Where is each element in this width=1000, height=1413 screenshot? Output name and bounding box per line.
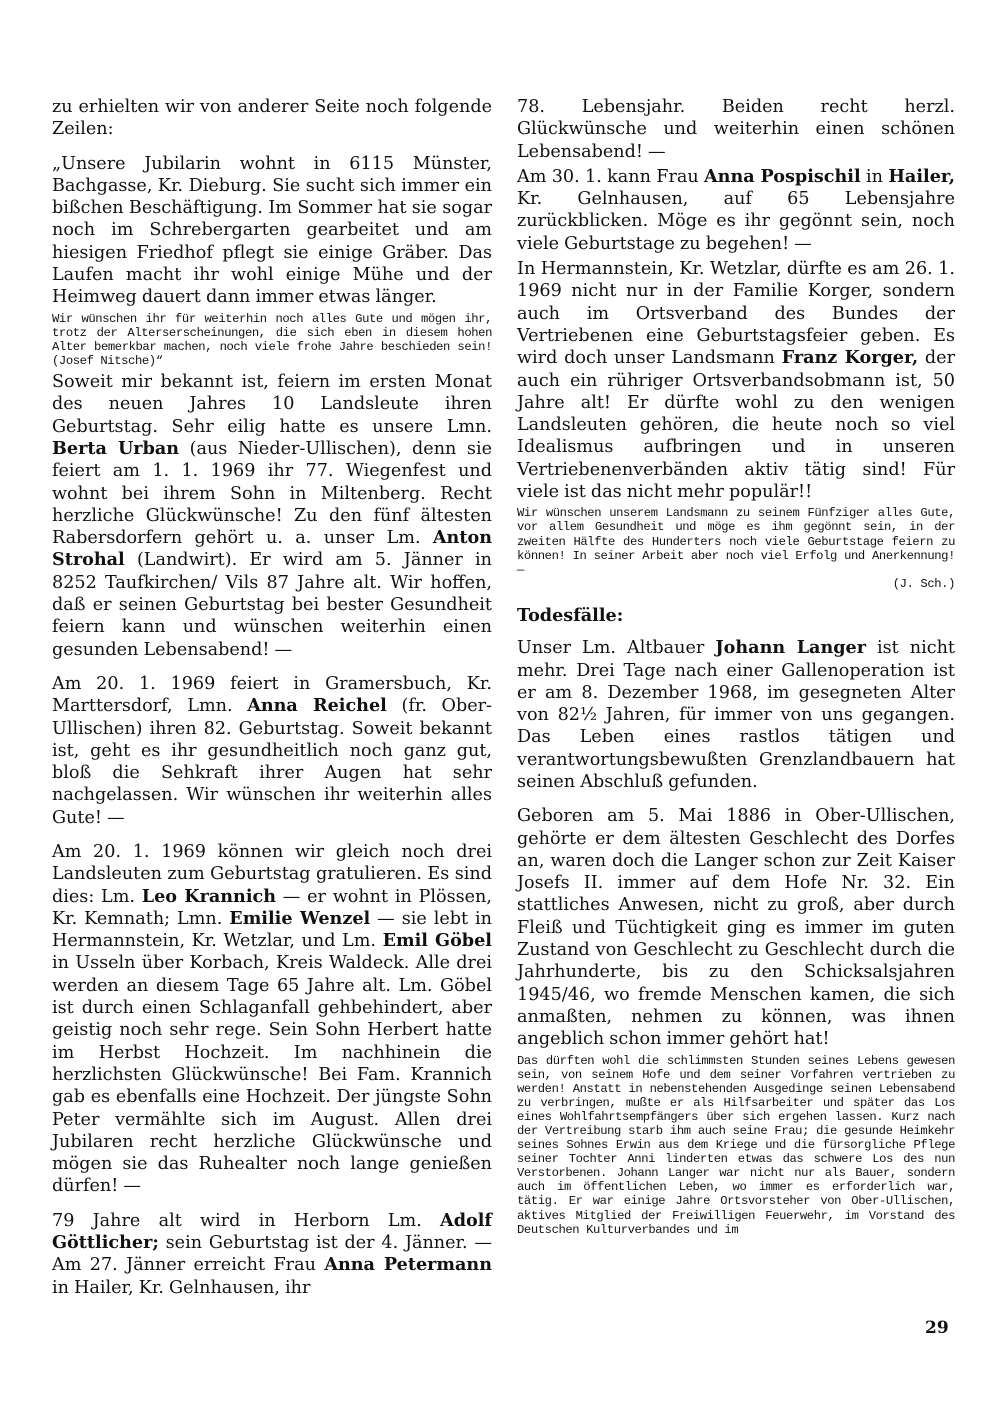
person-name: Adolf Göttlicher; [52,1209,492,1254]
person-name: Anna Petermann [324,1254,493,1276]
person-name: Anna Pospischil [704,165,861,187]
paragraph-intro: zu erhielten wir von anderer Seite noch folgende Zeilen: [52,97,492,140]
person-name: Anna Reichel [247,695,387,717]
wishes-small: Wir wünschen unserem Landsmann zu seinem Fünfziger alles Gute, vor allem Gesundheit und möge es ihm gegönnt sein, in der zweiten Hälfte des Hunderters noch viele Geburtstage feiern zu können! In seiner Arbeit aber noch viel Erfolg und Anerkennung! — [517,506,955,577]
paragraph-johann-langer: Unser Lm. Altbauer Johann Langer ist nicht mehr. Drei Tage nach einer Gallenoperation ist er am 8. Dezember 1968, im gesegneten Alter von 82½ Jahren, für immer von uns gegangen. Das Leben eines rastlos tätigen und verantwortungsbewußten Grenzlandbauern hat seinen Abschluß gefunden. [517,637,955,792]
paragraph-three-jubilarians: Am 20. 1. 1969 können wir gleich noch drei Landsleuten zum Geburtstag gratulieren. Es sind dies: Lm. Leo Krannich — er wohnt in Plössen, Kr. Kemnath; Lmn. Emilie Wenzel — sie lebt in Hermannstein, Kr. Wetzlar, und Lm. Emil Göbel in Usseln über Korbach, Kreis Waldeck. Alle drei werden an diesem Tage 65 Jahre alt. Lm. Göbel ist durch einen Schlaganfall gehbehindert, aber geistig noch sehr rege. Sein Sohn Herbert hatte im Herbst Hochzeit. Im nachhinein die herzlichsten Glückwünsche! Bei Fam. Krannich gab es ebenfalls eine Hochzeit. Der jüngste Sohn Peter vermählte sich im August. Allen drei Jubilaren recht herzliche Glückwünsche und mögen sie das Ruhealter noch lange genießen dürfen! — [52,841,493,1197]
left-column [52,96,492,1299]
signature: (J. Sch.) [892,576,955,591]
person-name: Leo Krannich [141,885,277,907]
quoted-letter: „Unsere Jubilarin wohnt in 6115 Münster, Bachgasse, Kr. Dieburg. Sie sucht sich immer ein bißchen Beschäftigung. Im Sommer hat sie sogar noch im Schrebergarten gearbeitet und am hiesigen Friedhof pflegt sie einige Gräber. Das Laufen macht ihr wohl einige Mühe und der Heimweg dauert dann immer etwas länger. [52,153,492,308]
right-column [517,96,955,1237]
person-name: Franz Korger, [781,347,919,369]
paragraph-herborn: 79 Jahre alt wird in Herborn Lm. Adolf Göttlicher; sein Geburtstag ist der 4. Jänner. — Am 27. Jänner erreicht Frau Anna Petermann in Hailer, Kr. Gelnhausen, ihr [52,1209,493,1298]
person-name: Johann Langer [715,637,867,659]
person-name: Emil Göbel [382,930,492,952]
biography-small: Das dürften wohl die schlimmsten Stunden seines Lebens gewesen sein, von seinem Hofe und dem seiner Vorfahren vertrieben zu werden! Anstatt in nebenstehenden Ausgedinge seinen Lebensabend zu verbringen, mußte er als Hilfsarbeiter und später das Los eines Wohlfahrtsempfängers über sich ergehen lassen. Kurz nach der Vertreibung starb ihm auch seine Frau; die gesunde Heimkehr seines Sohnes Erwin aus dem Kriege und die fürsorgliche Pflege seiner Tochter Anni linderten etwas das schwere Los des nun Verstorbenen. Johann Langer war nicht nur als Bauer, sondern auch im öffentlichen Leben, wo immer es erforderlich war, tätig. Er war einige Jahre Ortsvorsteher von Ober-Ullischen, aktives Mitglied der Freiwilligen Feuerwehr, im Vorstand des Deutschen Kulturverbandes und im [517,1053,955,1237]
person-name: Berta Urban [52,437,180,459]
person-name: Anton Strohal [52,527,492,571]
person-name: Emilie Wenzel [229,907,371,929]
letter-closing: Wir wünschen ihr für weiterhin noch alles Gute und mögen ihr, trotz der Alterserscheinungen, die sich eben in diesem hohen Alter bemerkbar machen, noch viele frohe Jahre beschieden sein! (Josef Nitsche)“ [52,311,492,368]
page-number: 29 [925,1318,949,1338]
paragraph-franz-korger: In Hermannstein, Kr. Wetzlar, dürfte es am 26. 1. 1969 nicht nur in der Familie Korger, sondern auch im Ortsverband des Bundes der Vertriebenen eine Geburtstagsfeier geben. Es wird doch unser Landsmann Franz Korger, der auch ein rühriger Ortsverbandsobmann ist, 50 Jahre alt! Er dürfte wohl zu den wenigen Landsleuten gehören, die heute noch so viel Idealismus aufbringen und in unseren Vertriebenenverbänden aktiv tätig sind! Für viele ist das nicht mehr populär!! [517,259,955,503]
place-name: Hailer, [888,165,956,187]
paragraph-anna-pospischil: Am 30. 1. kann Frau Anna Pospischil in Hailer, Kr. Gelnhausen, auf 65 Lebensjahre zurückblicken. Möge es ihr gegönnt sein, noch viele Geburtstage zu begehen! — [517,165,956,254]
paragraph-anna-reichel: Am 20. 1. 1969 feiert in Gramersbuch, Kr. Marttersdorf, Lmn. Anna Reichel (fr. Ober-Ullischen) ihren 82. Geburtstag. Soweit bekannt ist, geht es ihr gesundheitlich noch ganz gut, bloß die Sehkraft ihrer Augen hat sehr nachgelassen. Wir wünschen ihr weiterhin alles Gute! — [52,673,493,828]
paragraph-continued: 78. Lebensjahr. Beiden recht herzl. Glückwünsche und weiterhin einen schönen Lebensabend! — [517,97,955,162]
paragraph-biography: Geboren am 5. Mai 1886 in Ober-Ullischen, gehörte er dem ältesten Geschlecht des Dorfes an, waren doch die Langer schon zur Zeit Kaiser Josefs II. immer auf dem Hofe Nr. 32. Ein stattliches Anwesen, nicht zu groß, aber durch Fleiß und Tüchtigkeit ging es immer im guten Zustand von Geschlecht zu Geschlecht durch die Jahrhunderte, bis zu den Schicksalsjahren 1945/46, wo fremde Menschen kamen, die sich anmaßten, nehmen zu können, was ihnen angeblich schon immer gehört hat! [517,806,955,1050]
section-heading-deaths: Todesfälle: [517,604,624,626]
paragraph-birthdays-january: Soweit mir bekannt ist, feiern im ersten Monat des neuen Jahres 10 Landsleute ihren Geburtstag. Sehr eilig hatte es unsere Lmn. Berta Urban (aus Nieder-Ullischen), denn sie feiert am 1. 1. 1969 ihr 77. Wiegenfest und wohnt bei ihrem Sohn in Miltenberg. Recht herzliche Glückwünsche! Zu den fünf ältesten Rabersdorfern gehört u. a. unser Lm. Anton Strohal (Landwirt). Er wird am 5. Jänner in 8252 Taufkirchen/ Vils 87 Jahre alt. Wir hoffen, daß er seinen Geburtstag bei bester Gesundheit feiern kann und wünschen weiterhin einen gesunden Lebensabend! — [52,372,493,660]
